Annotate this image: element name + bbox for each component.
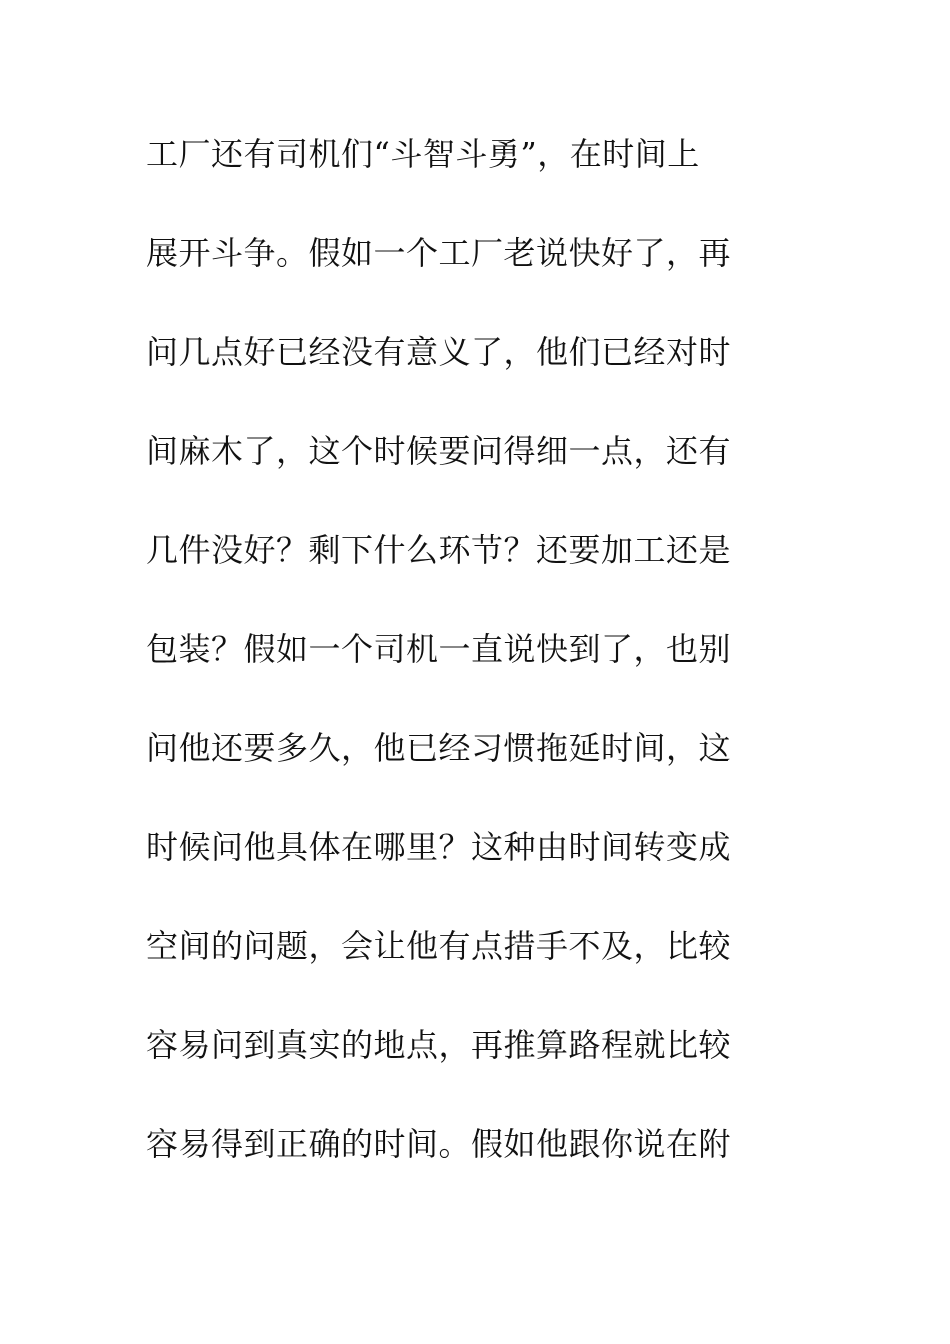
text-line: 包装？假如一个司机一直说快到了，也别 [146,630,732,668]
text-line: 时候问他具体在哪里？这种由时间转变成 [146,828,732,866]
text-line: 展开斗争。假如一个工厂老说快好了，再 [146,234,732,272]
text-line: 几件没好？剩下什么环节？还要加工还是 [146,531,732,569]
text-line: 容易问到真实的地点，再推算路程就比较 [146,1026,732,1064]
text-line: 间麻木了，这个时候要问得细一点，还有 [146,432,732,470]
body-paragraph [146,125,786,1214]
text-line: 空间的问题，会让他有点措手不及，比较 [146,927,732,965]
text-line: 工厂还有司机们“斗智斗勇”，在时间上 [146,135,700,173]
text-line: 问他还要多久，他已经习惯拖延时间，这 [146,729,732,767]
text-line: 容易得到正确的时间。假如他跟你说在附 [146,1125,732,1163]
text-line: 问几点好已经没有意义了，他们已经对时 [146,333,732,371]
